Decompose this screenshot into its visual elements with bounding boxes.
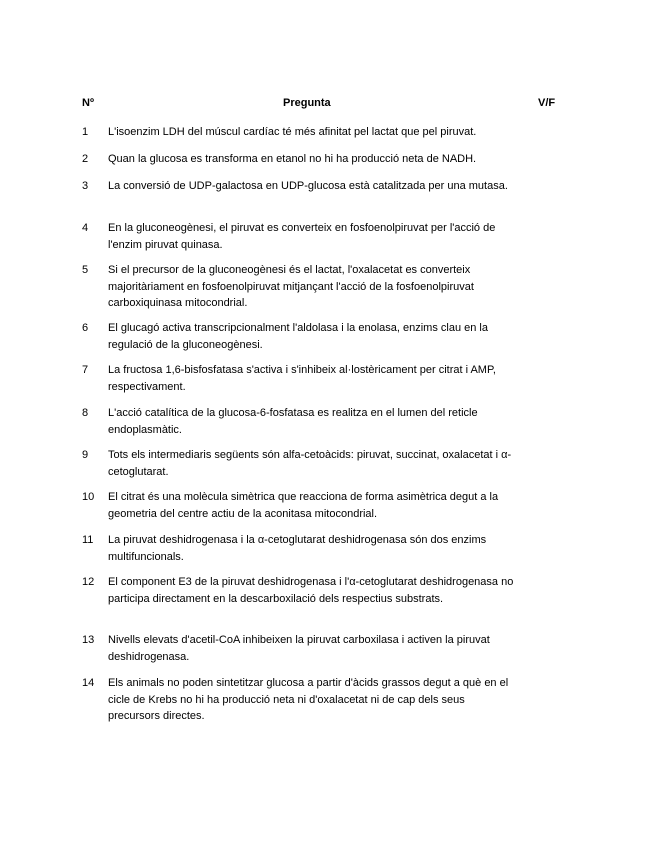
question-text: El component E3 de la piruvat deshidrogenasa i l'α-cetoglutarat deshidrogenasa no participa directament en la descarboxilació dels respectius substrats.: [108, 576, 514, 605]
question-number: 10: [82, 491, 95, 503]
question-text: Si el precursor de la gluconeogènesi és el lactat, l'oxalacetat es converteix majoritàriament en fosfoenolpiruvat mitjançant l'acció de la fosfoenolpiruvat carboxiquinasa mitocondrial.: [108, 264, 474, 309]
question-text: La fructosa 1,6-bisfosfatasa s'activa i s'inhibeix al·lostèricament per citrat i AMP, respectivament.: [108, 364, 496, 393]
question-number: 4: [82, 222, 89, 234]
question-number: 3: [82, 180, 89, 192]
question-number: 11: [82, 534, 94, 546]
question-number: 8: [82, 407, 89, 419]
question-text: L'isoenzim LDH del múscul cardíac té més afinitat pel lactat que pel piruvat.: [108, 126, 477, 138]
question-number: 12: [82, 576, 95, 588]
question-number: 2: [82, 153, 89, 165]
question-text: El glucagó activa transcripcionalment l'aldolasa i la enolasa, enzims clau en la regulació de la gluconeogènesi.: [108, 322, 488, 351]
header-true-false: V/F: [538, 97, 556, 109]
question-text: Els animals no poden sintetitzar glucosa a partir d'àcids grassos degut a què en el cicle de Krebs no hi ha producció neta ni d'oxalacetat ni de cap dels seus precursors directes.: [108, 677, 509, 722]
question-text: La piruvat deshidrogenasa i la α-cetoglutarat deshidrogenasa són dos enzims multifuncionals.: [108, 534, 487, 563]
question-number: 14: [82, 677, 95, 689]
question-number: 13: [82, 634, 95, 646]
question-number: 7: [82, 364, 89, 376]
question-number: 1: [82, 126, 89, 138]
question-number: 9: [82, 449, 89, 461]
table-header: [0, 97, 655, 113]
question-text: La conversió de UDP-galactosa en UDP-glucosa està catalitzada per una mutasa.: [108, 180, 508, 192]
header-number: Nº: [82, 97, 94, 109]
question-text: Nivells elevats d'acetil-CoA inhibeixen la piruvat carboxilasa i activen la piruvat deshidrogenasa.: [108, 634, 490, 663]
question-text: Tots els intermediaris següents són alfa-cetoàcids: piruvat, succinat, oxalacetat i α-cetoglutarat.: [108, 449, 512, 478]
question-text: El citrat és una molècula simètrica que reacciona de forma asimètrica degut a la geometria del centre actiu de la aconitasa mitocondrial.: [108, 491, 499, 520]
question-number: 5: [82, 264, 89, 276]
question-number: 6: [82, 322, 89, 334]
question-text: L'acció catalítica de la glucosa-6-fosfatasa es realitza en el lumen del reticle endoplasmàtic.: [108, 407, 478, 436]
header-question: Pregunta: [283, 97, 331, 109]
question-text: Quan la glucosa es transforma en etanol no hi ha producció neta de NADH.: [108, 153, 477, 165]
question-text: En la gluconeogènesi, el piruvat es converteix en fosfoenolpiruvat per l'acció de l'enzim piruvat quinasa.: [108, 222, 496, 251]
